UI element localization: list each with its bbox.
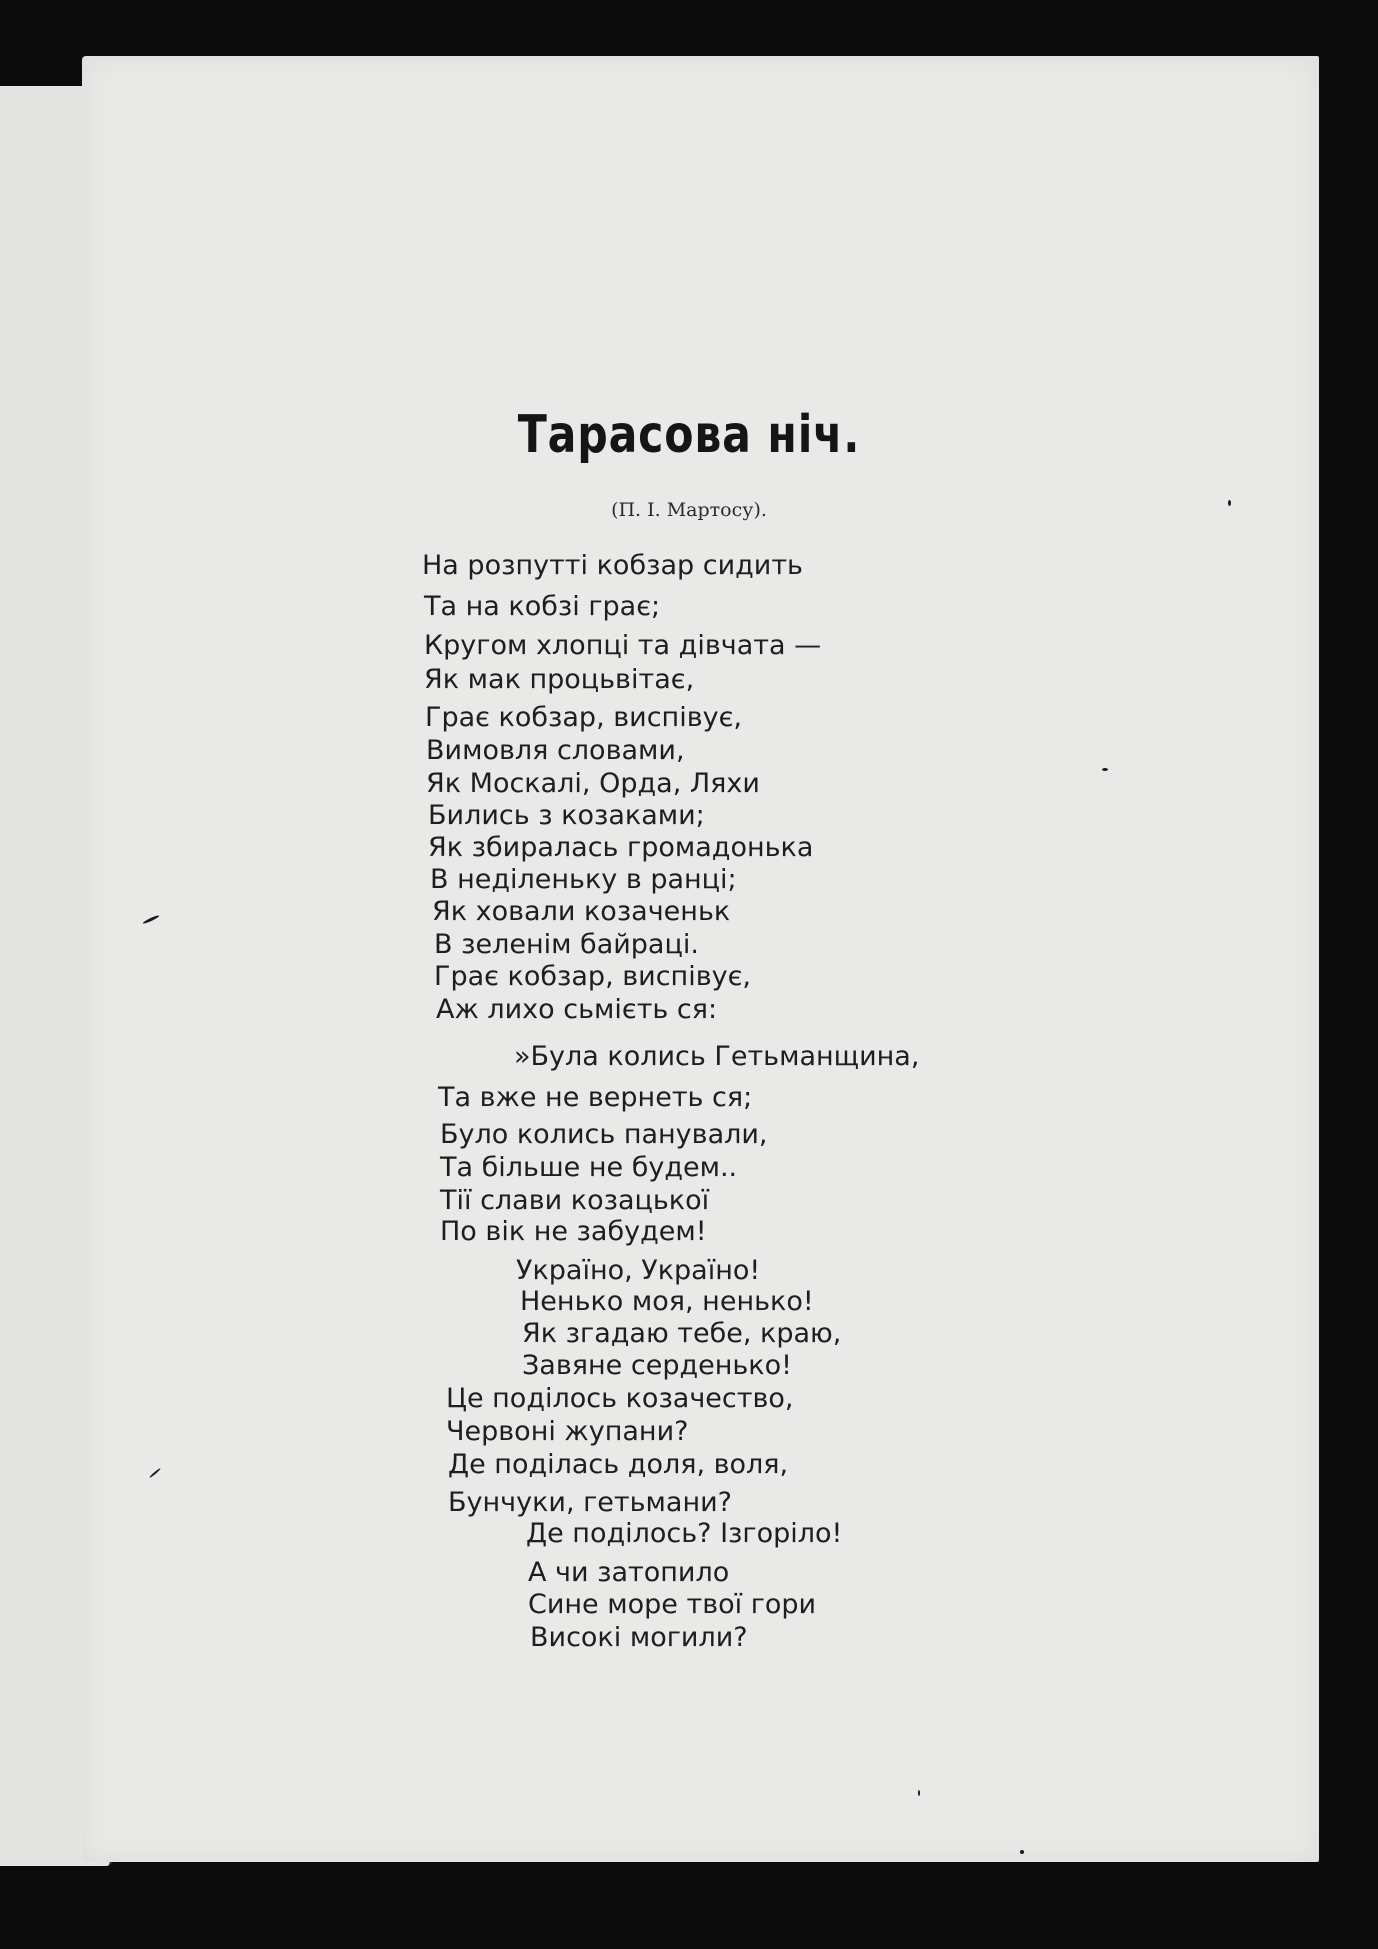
- poem-line: Червоні жупани?: [446, 1416, 689, 1447]
- ink-speck: [1020, 1850, 1024, 1854]
- poem-line: Україно, Україно!: [516, 1255, 761, 1286]
- poem-line: По вік не забудем!: [440, 1216, 707, 1247]
- poem-line: Та більше не будем..: [440, 1152, 738, 1183]
- poem-title: Тарасова ніч.: [517, 405, 861, 465]
- ink-speck: [918, 1790, 920, 1796]
- poem-line: Як збиралась громадонька: [428, 832, 814, 863]
- poem-line: Бунчуки, гетьмани?: [448, 1487, 732, 1518]
- poem-line: Тії слави козацької: [440, 1185, 710, 1216]
- poem-line: Грає кобзар, виспівує,: [425, 702, 742, 733]
- poem-line: Де поділось? Ізгоріло!: [526, 1518, 843, 1549]
- poem-line: Як згадаю тебе, краю,: [522, 1318, 842, 1349]
- poem-line: »Була колись Гетьманщина,: [514, 1041, 920, 1072]
- poem-line: Кругом хлопці та дівчата —: [424, 630, 822, 661]
- poem-line: Вимовля словами,: [426, 735, 685, 766]
- poem-line: Аж лихо сьмієть ся:: [436, 994, 718, 1025]
- poem-line: Грає кобзар, виспівує,: [434, 961, 751, 992]
- poem-line: Та на кобзі грає;: [424, 591, 661, 622]
- poem-line: Як ховали козаченьк: [432, 896, 731, 927]
- poem-line: Це поділось козачество,: [446, 1383, 794, 1414]
- poem-line: Високі могили?: [530, 1622, 748, 1653]
- poem-line: Завяне серденько!: [522, 1350, 792, 1381]
- poem-line: Бились з козаками;: [428, 800, 705, 831]
- poem-line: А чи затопило: [528, 1557, 730, 1588]
- poem-line: В неділеньку в ранці;: [430, 864, 737, 895]
- poem-line: На розпутті кобзар сидить: [422, 550, 803, 581]
- ink-speck: [1102, 768, 1108, 771]
- poem-line: В зеленім байраці.: [434, 929, 699, 960]
- poem-line: Сине море твої гори: [528, 1589, 817, 1620]
- poem-line: Було колись панували,: [440, 1119, 768, 1150]
- poem-line: Ненько моя, ненько!: [520, 1286, 814, 1317]
- poem-dedication: (П. І. Мартосу).: [611, 499, 767, 521]
- poem-line: Та вже не вернеть ся;: [438, 1082, 753, 1113]
- poem-line: Як мак процьвітає,: [424, 664, 695, 695]
- poem-line: Де поділась доля, воля,: [448, 1449, 789, 1480]
- poem-line: Як Москалі, Орда, Ляхи: [426, 768, 760, 799]
